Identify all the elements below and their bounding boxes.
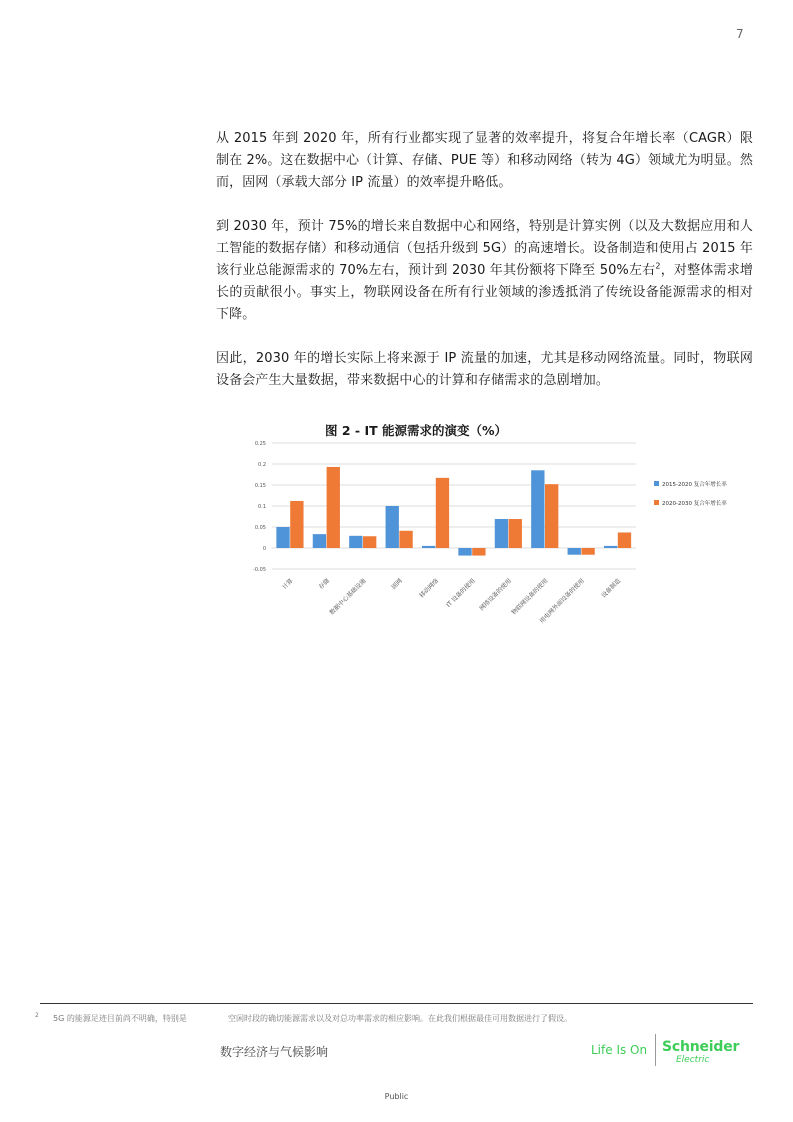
bar-series2: [545, 484, 558, 548]
bar-series1: [568, 548, 581, 555]
bar-series1: [531, 470, 544, 548]
bar-series2: [290, 501, 303, 548]
life-is-on-tagline: Life Is On: [591, 1043, 648, 1057]
x-category-label: 网络设备的使用: [478, 577, 514, 613]
footnote-mark: 2: [35, 1012, 39, 1019]
y-tick-label: 0.05: [254, 525, 266, 531]
paragraph-2-tail: ，对整体需求增长的贡献很小。事实上，物联网设备在所有行业领域的渗透抵消了传统设备能源需求的相对下降。: [216, 263, 753, 322]
classification-label: Public: [384, 1092, 409, 1101]
x-category-label: 设备制造: [600, 577, 623, 600]
x-category-label: 数据中心基础设施: [328, 577, 368, 617]
bar-series1: [349, 536, 362, 548]
legend-swatch: [654, 481, 659, 486]
x-category-label: IT 设备的使用: [445, 577, 477, 609]
bar-series2: [363, 536, 376, 548]
x-category-label: 存储: [317, 577, 332, 591]
legend-swatch: [654, 500, 659, 505]
footnote-divider: [40, 1003, 753, 1004]
bar-series1: [604, 546, 617, 548]
x-category-label: 移动网络: [418, 577, 441, 600]
x-category-label: 计算: [281, 577, 295, 591]
bar-series1: [276, 527, 289, 548]
bar-chart: [216, 415, 753, 640]
bar-series1: [386, 506, 399, 548]
y-tick-label: 0.1: [258, 504, 266, 510]
schneider-electric-logo: [662, 1040, 739, 1065]
footnote-text-part2: 空闲时段的确切能源需求以及对总功率需求的相应影响。在此我们根据最佳可用数据进行了假设。: [228, 1014, 572, 1023]
footnote-text-part1: 5G 的能源足迹目前尚不明确，特别是: [53, 1014, 187, 1023]
bar-series2: [618, 532, 631, 548]
bar-series2: [581, 548, 594, 555]
y-tick-label: 0.25: [254, 441, 266, 447]
bar-series1: [495, 519, 508, 548]
chart-title: 图 2 - IT 能源需求的演变（%）: [325, 423, 507, 438]
body-text: [216, 128, 753, 414]
bar-series1: [313, 534, 326, 548]
page-number: 7: [736, 27, 744, 41]
paragraph-2: [216, 216, 753, 326]
legend-label: 2020-2030 复合年增长率: [662, 501, 727, 507]
figure-2-chart: [216, 415, 753, 640]
x-category-label: 物联网设备的使用: [510, 577, 550, 617]
bar-series2: [399, 531, 412, 548]
y-tick-label: 0.2: [258, 462, 266, 468]
paragraph-1: 从 2015 年到 2020 年，所有行业都实现了显著的效率提升，将复合年增长率（CAGR）限制在 2%。这在数据中心（计算、存储、PUE 等）和移动网络（转为 4G）领域尤为明显。然而，固网（承载大部分 IP 流量）的效率提升略低。: [216, 131, 753, 190]
footnote-ref[interactable]: 2: [655, 261, 661, 271]
brand-divider: [655, 1034, 656, 1066]
bar-series2: [436, 478, 449, 548]
bar-series2: [472, 548, 485, 556]
footer-doc-title: 数字经济与气候影响: [220, 1045, 329, 1059]
brand-sub: Electric: [676, 1055, 710, 1065]
bar-series1: [422, 546, 435, 548]
y-tick-label: -0.05: [253, 567, 266, 573]
bar-series1: [458, 548, 471, 556]
brand-name: Schneider: [662, 1039, 740, 1055]
paragraph-2-text: 到 2030 年，预计 75%的增长来自数据中心和网络，特别是计算实例（以及大数据应用和人工智能的数据存储）和移动通信（包括升级到 5G）的高速增长。设备制造和使用占 2015 年该行业总能源需求的 70%左右，预计到 2030 年其份额将下降至 50%左右: [216, 219, 753, 278]
paragraph-3: 因此，2030 年的增长实际上将来源于 IP 流量的加速，尤其是移动网络流量。同时，物联网设备会产生大量数据，带来数据中心的计算和存储需求的急剧增加。: [216, 351, 753, 388]
x-category-label: 固网: [390, 577, 404, 591]
y-tick-label: 0.15: [254, 483, 266, 489]
legend-label: 2015-2020 复合年增长率: [662, 482, 727, 488]
x-category-label: 用电网外面设备的使用: [538, 577, 586, 625]
bar-series2: [327, 467, 340, 548]
y-tick-label: 0: [262, 546, 266, 552]
bar-series2: [509, 519, 522, 548]
